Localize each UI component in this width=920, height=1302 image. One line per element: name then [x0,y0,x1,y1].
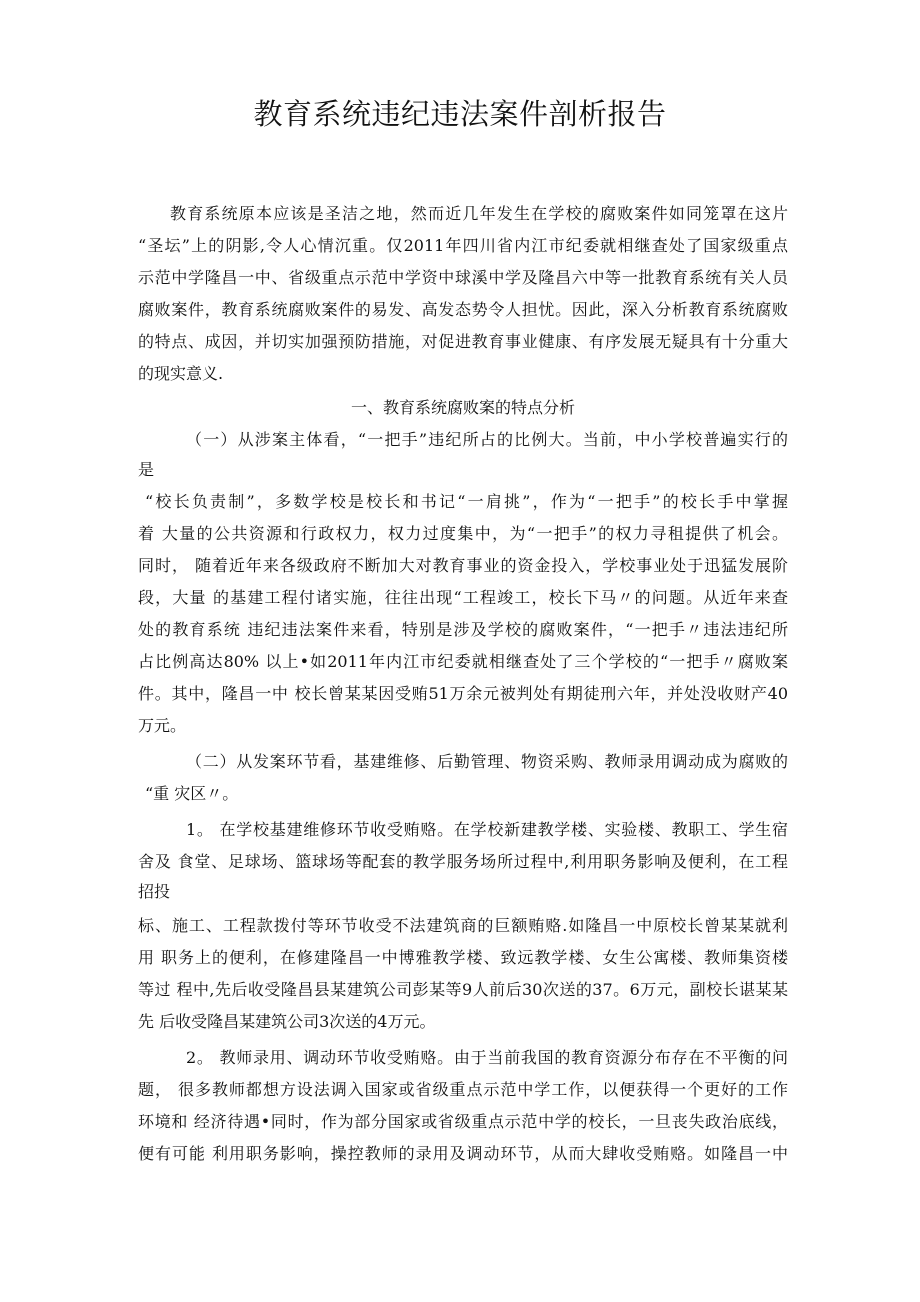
text-line: 件。其中，隆昌一中 校长曾某某因受贿51万余元被判处有期徒刑六年，并处没收财产40 [138,684,788,703]
text-line: 段，大量 的基建工程付诸实施，往往出现“工程竣工，校长下马〃的问题。从近年来查 [138,588,788,607]
page-title: 教育系统违纪违法案件剖析报告 [253,97,667,131]
text-line: 题， 很多教师都想方设法调入国家或省级重点示范中学工作，以便获得一个更好的工作 [138,1080,788,1099]
text-line: 的特点、成因，并切实加强预防措施，对促进教育事业健康、有序发展无疑具有十分重大 [138,332,788,351]
text-line: 1。 在学校基建维修环节收受贿赂。在学校新建教学楼、实验楼、教职工、学生宿 [186,820,788,839]
text-line: 标、施工、工程款拨付等环节收受不法建筑商的巨额贿赂.如隆昌一中原校长曾某某就利 [138,916,788,935]
text-line: 环境和 经济待遇•同时，作为部分国家或省级重点示范中学的校长，一旦丧失政治底线， [138,1112,788,1131]
text-line: 着 大量的公共资源和行政权力，权力过度集中，为“一把手”的权力寻租提供了机会。 [138,524,788,543]
text-line: “校长负责制”，多数学校是校长和书记“一肩挑”，作为“一把手”的校长手中掌握 [145,492,788,511]
text-line: 用 职务上的便利，在修建隆昌一中博雅教学楼、致远教学楼、女生公寓楼、教师集资楼 [138,948,788,967]
section-heading: 一、教育系统腐败案的特点分析 [350,398,575,417]
text-line: 处的教育系统 违纪违法案件来看，特别是涉及学校的腐败案件，“一把手〃违法违纪所 [138,620,788,639]
text-line: 先 后收受隆昌某建筑公司3次送的4万元。 [138,1012,436,1031]
text-line: 等过 程中,先后收受隆昌县某建筑公司彭某等9人前后30次送的37。6万元，副校长谌某某 [138,980,788,999]
text-line: 的现实意义. [138,364,224,383]
text-line: “重 灾区〃。 [145,784,239,803]
text-line: （一）从涉案主体看，“一把手”违纪所占的比例大。当前，中小学校普遍实行的 [186,430,788,449]
text-line: 腐败案件，教育系统腐败案件的易发、高发态势令人担忧。因此，深入分析教育系统腐败 [138,300,788,319]
text-line: 招投 [138,882,171,901]
text-line: 占比例高达80% 以上•如2011年内江市纪委就相继查处了三个学校的“一把手〃腐败案 [138,652,788,671]
text-line: （二）从发案环节看，基建维修、后勤管理、物资采购、教师录用调动成为腐败的 [186,752,788,771]
text-line: 同时， 随着近年来各级政府不断加大对教育事业的资金投入，学校事业处于迅猛发展阶 [138,556,788,575]
text-line: 示范中学隆昌一中、省级重点示范中学资中球溪中学及隆昌六中等一批教育系统有关人员 [138,268,788,287]
text-line: “圣坛”上的阴影,令人心情沉重。仅2011年四川省内江市纪委就相继查处了国家级重点 [138,236,788,255]
text-line: 教育系统原本应该是圣洁之地，然而近几年发生在学校的腐败案件如同笼罩在这片 [170,204,788,223]
text-line: 舍及 食堂、足球场、篮球场等配套的教学服务场所过程中,利用职务影响及便利，在工程 [138,852,788,871]
text-line: 万元。 [138,716,187,735]
text-line: 是 [138,460,155,479]
text-line: 便有可能 利用职务影响，操控教师的录用及调动环节，从而大肆收受贿赂。如隆昌一中 [138,1144,788,1163]
text-line: 2。 教师录用、调动环节收受贿赂。由于当前我国的教育资源分布存在不平衡的问 [186,1048,788,1067]
